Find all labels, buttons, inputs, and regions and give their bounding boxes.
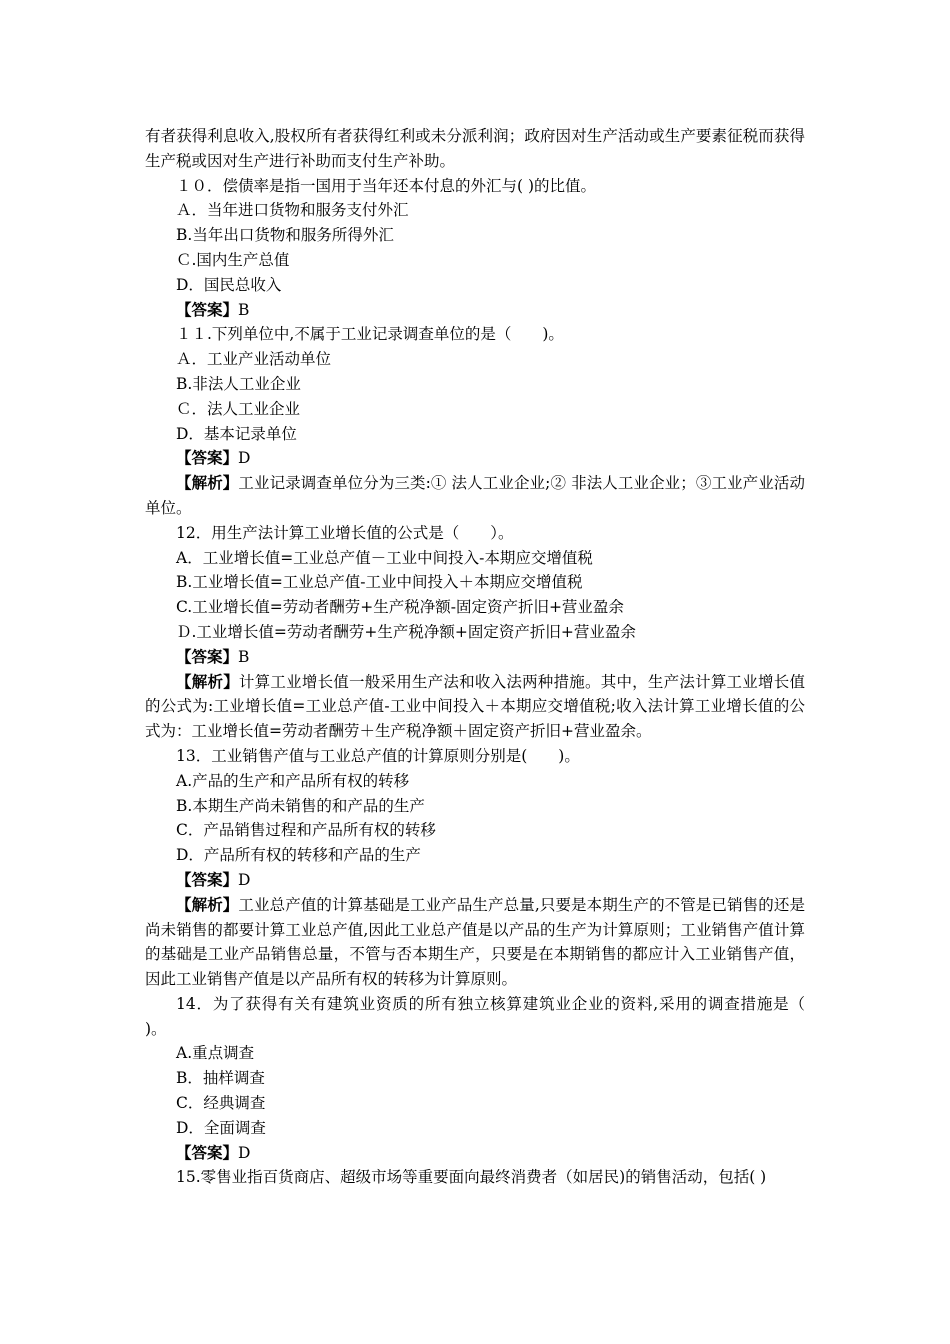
paragraph: 有者获得利息收入,股权所有者获得红利或未分派利润；政府因对生产活动或生产要素征税而获得生产税或因对生产进行补助而支付生产补助。 <box>145 127 805 170</box>
explanation-label: 【解析】 <box>176 894 239 914</box>
answer-line <box>145 645 805 670</box>
answer-label: 【答案】 <box>176 448 239 468</box>
text-line: 12．用生产法计算工业增长值的公式是（ ）。 <box>176 523 514 542</box>
explanation <box>145 471 805 521</box>
text-line: B.当年出口货物和服务所得外汇 <box>176 226 394 245</box>
answer-value: B <box>238 300 250 319</box>
answer-value: D <box>238 1143 251 1162</box>
document-page <box>145 124 837 1190</box>
text-line: A.产品的生产和产品所有权的转移 <box>176 771 410 790</box>
text-line: D．基本记录单位 <box>176 424 297 443</box>
text-line: Ｄ.工业增长值=劳动者酬劳+生产税净额+固定资产折旧+营业盈余 <box>176 622 636 641</box>
text-line: Ｃ.国内生产总值 <box>176 250 290 269</box>
text-line: A.重点调查 <box>176 1044 255 1063</box>
explanation-text: 计算工业增长值一般采用生产法和收入法两种措施。其中，生产法计算工业增长值的公式为:工业增长值=工业总产值-工业中间投入＋本期应交增值税;收入法计算工业增长值的公式为：工业增长值=劳动者酬劳＋生产税净额＋固定资产折旧+营业盈余。 <box>145 672 805 741</box>
answer-label: 【答案】 <box>176 646 239 666</box>
answer-value: B <box>238 647 250 666</box>
text-line: D．产品所有权的转移和产品的生产 <box>176 846 421 865</box>
text-line: １１.下列单位中,不属于工业记录调查单位的是（ )。 <box>176 325 564 344</box>
text-line: B.工业增长值=工业总产值-工业中间投入＋本期应交增值税 <box>176 573 583 592</box>
text-line: １０．偿债率是指一国用于当年还本付息的外汇与( )的比值。 <box>176 176 597 195</box>
explanation-label: 【解析】 <box>176 473 239 493</box>
text-line: B.本期生产尚未销售的和产品的生产 <box>176 796 425 815</box>
answer-label: 【答案】 <box>176 1142 239 1162</box>
explanation-text: 工业记录调查单位分为三类:① 法人工业企业;② 非法人工业企业；③工业产业活动单位。 <box>145 474 805 517</box>
explanation-text: 工业总产值的计算基础是工业产品生产总量,只要是本期生产的不管是已销售的还是尚未销售的都要计算工业总产值,因此工业总产值是以产品的生产为计算原则；工业销售产值计算的基础是工业产品销售总量，不管与否本期生产，只要是在本期销售的都应计入工业销售产值，因此工业销售产值是以产品所有权的转移为计算原则。 <box>145 895 805 989</box>
text-line: 13．工业销售产值与工业总产值的计算原则分别是( )。 <box>176 746 580 765</box>
question-text: 15.零售业指百货商店、超级市场等重要面向最终消费者（如居民)的销售活动，包括( ) <box>176 1168 767 1187</box>
text-line: D．国民总收入 <box>176 275 282 294</box>
answer-line <box>145 1141 805 1166</box>
text-line: B．抽样调查 <box>176 1069 265 1088</box>
text-line: A．工业增长值=工业总产值－工业中间投入-本期应交增值税 <box>176 548 593 567</box>
explanation <box>145 893 805 992</box>
text-line: Ａ．当年进口货物和服务支付外汇 <box>176 201 409 220</box>
text-line: D．全面调查 <box>176 1118 266 1137</box>
answer-label: 【答案】 <box>176 299 239 319</box>
text-line: C.工业增长值=劳动者酬劳+生产税净额-固定资产折旧+营业盈余 <box>176 598 624 617</box>
answer-line <box>145 298 805 323</box>
explanation-label: 【解析】 <box>176 671 239 691</box>
answer-line <box>145 868 805 893</box>
answer-line <box>145 446 805 471</box>
text-line: C．经典调查 <box>176 1094 266 1113</box>
question-text: 14．为了获得有关有建筑业资质的所有独立核算建筑业企业的资料,采用的调查措施是（ )。 <box>145 994 837 1038</box>
text-line: Ａ．工业产业活动单位 <box>176 350 332 369</box>
answer-label: 【答案】 <box>176 869 239 889</box>
text-line: B.非法人工业企业 <box>176 374 301 393</box>
text-line: Ｃ．法人工业企业 <box>176 399 301 418</box>
answer-value: D <box>238 449 251 468</box>
answer-value: D <box>238 870 251 889</box>
text-line: C．产品销售过程和产品所有权的转移 <box>176 821 436 840</box>
explanation <box>145 670 805 744</box>
